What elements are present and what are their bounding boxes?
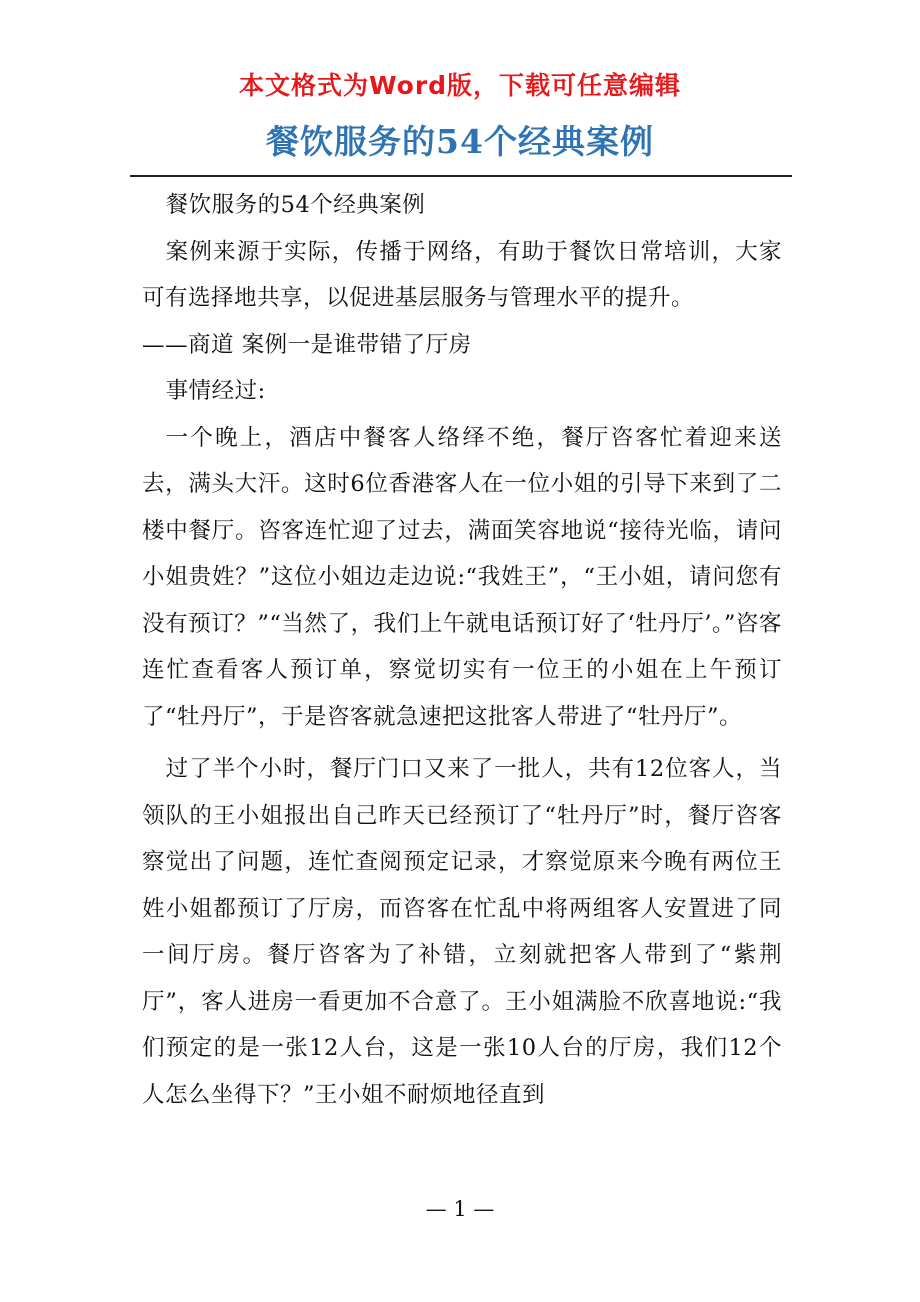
title-divider bbox=[130, 175, 792, 177]
paragraph-source: ——商道 案例一是谁带错了厅房 bbox=[142, 331, 472, 358]
document-body bbox=[142, 182, 782, 1118]
paragraph-heading: 事情经过: bbox=[165, 378, 266, 404]
download-notice: 本文格式为Word版，下载可任意编辑 bbox=[238, 71, 682, 100]
paragraph-story-2: 过了半个小时，餐厅门口又来了一批人，共有12位客人，当领队的王小姐报出自己昨天已经预订了“牡丹厅”时，餐厅咨客察觉出了问题，连忙查阅预定记录，才察觉原来今晚有两位王姓小姐都预订了厅房，而咨客在忙乱中将两组客人安置进了同一间厅房。餐厅咨客为了补错，立刻就把客人带到了“紫荆厅”，客人进房一看更加不合意了。王小姐满脸不欣喜地说:“我们预定的是一张12人台，这是一张10人台的厅房，我们12个人怎么坐得下？”王小姐不耐烦地径直到 bbox=[142, 756, 782, 1108]
paragraph-subtitle: 餐饮服务的54个经典案例 bbox=[165, 192, 426, 218]
paragraph-intro: 案例来源于实际，传播于网络，有助于餐饮日常培训，大家可有选择地共享，以促进基层服务与管理水平的提升。 bbox=[142, 238, 782, 311]
paragraph-story-1: 一个晚上，酒店中餐客人络绎不绝，餐厅咨客忙着迎来送去，满头大汗。这时6位香港客人在一位小姐的引导下来到了二楼中餐厅。咨客连忙迎了过去，满面笑容地说“接待光临，请问小姐贵姓？”这位小姐边走边说:“我姓王”，“王小姐，请问您有没有预订？”“当然了，我们上午就电话预订好了‘牡丹厅’。”咨客连忙查看客人预订单，察觉切实有一位王的小姐在上午预订了“牡丹厅”，于是咨客就急速把这批客人带进了“牡丹厅”。 bbox=[142, 424, 782, 730]
document-title: 餐饮服务的54个经典案例 bbox=[266, 122, 654, 161]
page-number: — 1 — bbox=[425, 1197, 495, 1221]
